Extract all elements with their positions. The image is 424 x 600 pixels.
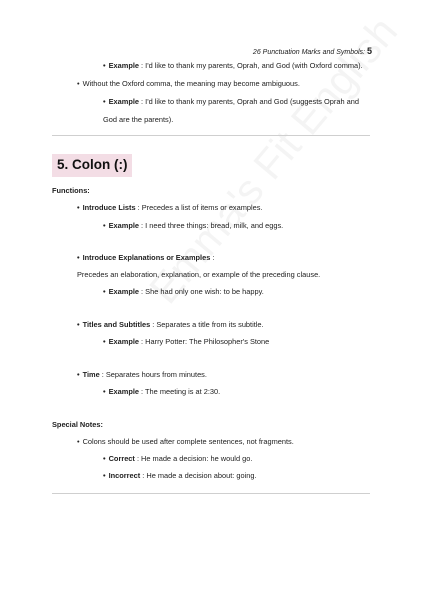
page-number: 5 bbox=[366, 46, 372, 56]
example-text: : I need three things: bread, milk, and eggs. bbox=[139, 221, 284, 230]
function-item-2 bbox=[77, 253, 214, 262]
bullet-icon: • bbox=[103, 61, 106, 70]
bullet-icon: • bbox=[103, 221, 106, 230]
oxford-example-2 bbox=[103, 97, 359, 106]
bullet-icon: • bbox=[103, 287, 106, 296]
example-text: : I'd like to thank my parents, Oprah, and God (with Oxford comma). bbox=[139, 61, 363, 70]
note-text: Without the Oxford comma, the meaning may become ambiguous. bbox=[82, 79, 300, 88]
header-text: 26 Punctuation Marks and Symbols: bbox=[252, 49, 365, 56]
incorrect-label: Incorrect bbox=[108, 471, 141, 480]
function-label: Introduce Explanations or Examples bbox=[82, 253, 211, 262]
example-text: : She had only one wish: to be happy. bbox=[139, 287, 264, 296]
function-example-2 bbox=[103, 287, 264, 296]
divider bbox=[52, 493, 370, 494]
function-label: Time bbox=[82, 370, 100, 379]
function-text: : bbox=[210, 253, 215, 262]
example-label: Example bbox=[108, 287, 139, 296]
function-item-4 bbox=[77, 370, 207, 379]
example-text: : The meeting is at 2:30. bbox=[139, 387, 221, 396]
function-label: Titles and Subtitles bbox=[82, 320, 151, 329]
function-text: : Separates hours from minutes. bbox=[99, 370, 207, 379]
bullet-icon: • bbox=[103, 97, 106, 106]
example-label: Example bbox=[108, 97, 139, 106]
running-header bbox=[253, 46, 372, 56]
bullet-icon: • bbox=[77, 203, 80, 212]
example-label: Example bbox=[108, 61, 139, 70]
function-label: Introduce Lists bbox=[82, 203, 136, 212]
bullet-icon: • bbox=[77, 370, 80, 379]
example-label: Example bbox=[108, 221, 139, 230]
bullet-icon: • bbox=[103, 471, 106, 480]
incorrect-example bbox=[103, 471, 257, 480]
oxford-note bbox=[77, 79, 300, 88]
special-notes-heading: Special Notes: bbox=[52, 420, 103, 429]
section-title: 5. Colon (:) bbox=[57, 157, 128, 172]
example-text: : Harry Potter: The Philosopher's Stone bbox=[139, 337, 270, 346]
function-item-1 bbox=[77, 203, 263, 212]
correct-example bbox=[103, 454, 252, 463]
function-desc-2: Precedes an elaboration, explanation, or example of the preceding clause. bbox=[77, 270, 321, 279]
oxford-example-2-cont: God are the parents). bbox=[103, 115, 174, 124]
function-example-4 bbox=[103, 387, 220, 396]
example-label: Example bbox=[108, 337, 139, 346]
bullet-icon: • bbox=[103, 337, 106, 346]
divider bbox=[52, 135, 370, 136]
example-label: Example bbox=[108, 387, 139, 396]
function-example-1 bbox=[103, 221, 283, 230]
bullet-icon: • bbox=[77, 79, 80, 88]
bullet-icon: • bbox=[77, 437, 80, 446]
functions-heading: Functions: bbox=[52, 186, 90, 195]
bullet-icon: • bbox=[103, 387, 106, 396]
example-text: : I'd like to thank my parents, Oprah and God (suggests Oprah and bbox=[139, 97, 359, 106]
oxford-example-1 bbox=[103, 61, 363, 70]
function-text: : Separates a title from its subtitle. bbox=[150, 320, 264, 329]
correct-text: : He made a decision: he would go. bbox=[134, 454, 253, 463]
function-item-3 bbox=[77, 320, 264, 329]
bullet-icon: • bbox=[77, 320, 80, 329]
bullet-icon: • bbox=[103, 454, 106, 463]
incorrect-text: : He made a decision about: going. bbox=[140, 471, 257, 480]
function-text: : Precedes a list of items or examples. bbox=[135, 203, 263, 212]
function-example-3 bbox=[103, 337, 269, 346]
special-note-text: Colons should be used after complete sentences, not fragments. bbox=[82, 437, 294, 446]
correct-label: Correct bbox=[108, 454, 135, 463]
bullet-icon: • bbox=[77, 253, 80, 262]
special-note bbox=[77, 437, 294, 446]
